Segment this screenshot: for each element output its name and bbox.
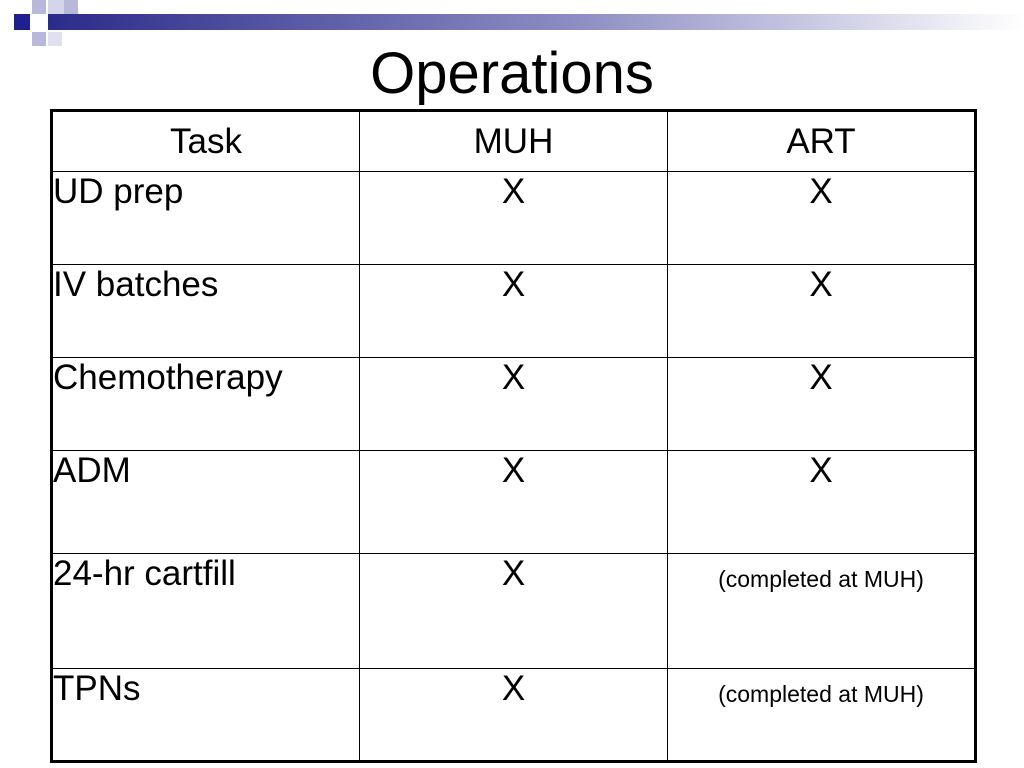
muh-cell: X [360, 553, 668, 668]
muh-cell: X [360, 265, 668, 358]
art-cell: X [668, 172, 976, 265]
table-row [52, 172, 976, 265]
art-cell: X [668, 358, 976, 451]
task-cell: IV batches [52, 265, 360, 358]
task-cell: TPNs [52, 668, 360, 761]
slide-title: Operations [370, 41, 654, 106]
operations-table [50, 109, 977, 763]
header-muh: MUH [360, 111, 668, 172]
art-cell: X [668, 265, 976, 358]
muh-cell: X [360, 358, 668, 451]
decor-square-1 [14, 14, 30, 30]
table-row [52, 265, 976, 358]
table-row [52, 358, 976, 451]
art-cell: (completed at MUH) [668, 668, 976, 761]
table-row [52, 451, 976, 553]
table-row [52, 668, 976, 761]
task-cell: 24-hr cartfill [52, 553, 360, 668]
header-task: Task [52, 111, 360, 172]
table-header-row [52, 111, 976, 172]
muh-cell: X [360, 451, 668, 553]
decor-square-4 [48, 0, 64, 14]
task-cell: ADM [52, 451, 360, 553]
muh-cell: X [360, 172, 668, 265]
art-cell: (completed at MUH) [668, 553, 976, 668]
header-art: ART [668, 111, 976, 172]
art-cell: X [668, 451, 976, 553]
decor-square-5 [64, 0, 78, 14]
decor-square-2 [32, 0, 46, 14]
task-cell: Chemotherapy [52, 358, 360, 451]
muh-cell: X [360, 668, 668, 761]
gradient-bar [48, 14, 1024, 30]
task-cell: UD prep [52, 172, 360, 265]
table-row [52, 553, 976, 668]
